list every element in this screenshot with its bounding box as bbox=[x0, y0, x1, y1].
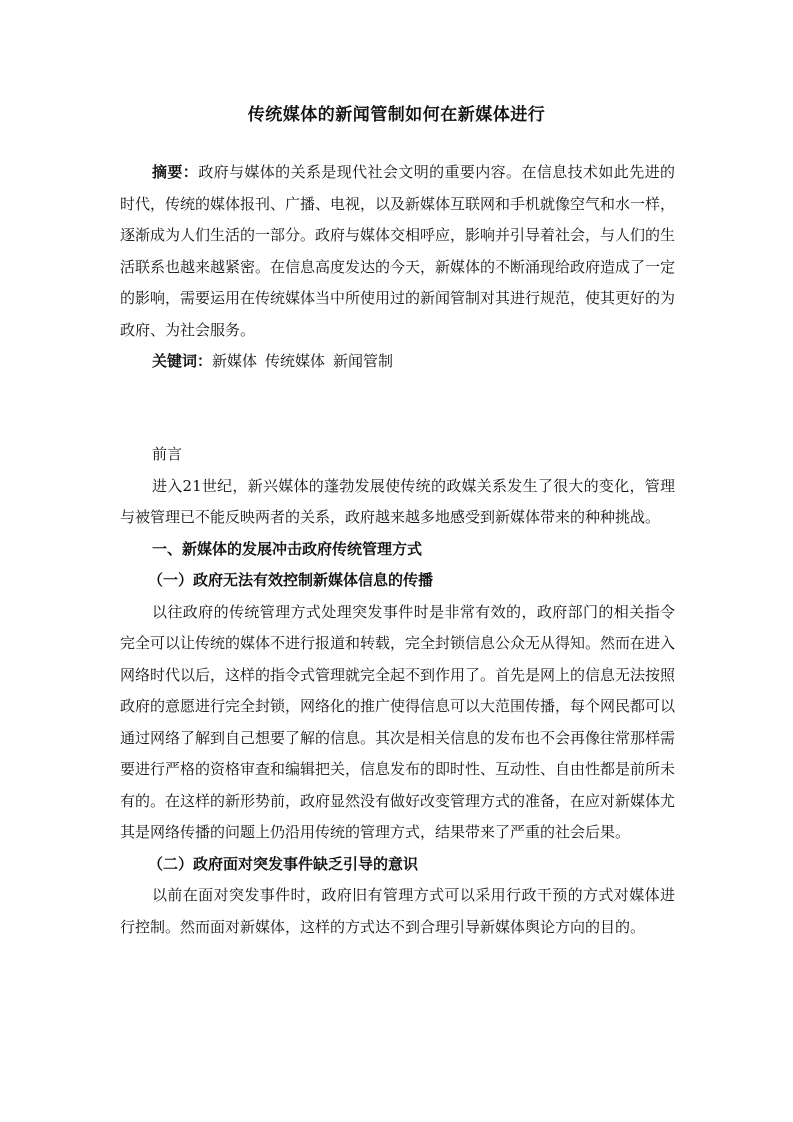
keywords-paragraph bbox=[120, 346, 675, 378]
keywords-label: 关键词： bbox=[152, 352, 213, 370]
keyword-item: 新闻管制 bbox=[333, 352, 394, 370]
keyword-item: 传统媒体 bbox=[265, 352, 326, 370]
document-title: 传统媒体的新闻管制如何在新媒体进行 bbox=[247, 105, 546, 125]
preface-paragraph: 进入21世纪，新兴媒体的蓬勃发展使传统的政媒关系发生了很大的变化，管理与被管理已不能反映两者的关系，政府越来越多地感受到新媒体带来的种种挑战。 bbox=[120, 476, 675, 526]
keyword-item: 新媒体 bbox=[212, 352, 258, 370]
section-1-2-heading: （二）政府面对突发事件缺乏引导的意识 bbox=[148, 854, 419, 873]
abstract-section bbox=[120, 157, 675, 378]
preface-heading: 前言 bbox=[152, 445, 183, 463]
abstract-text: 政府与媒体的关系是现代社会文明的重要内容。在信息技术如此先进的时代，传统的媒体报刊、广播、电视，以及新媒体互联网和手机就像空气和水一样，逐渐成为人们生活的一部分。政府与媒体交相呼应，影响并引导着社会，与人们的生活联系也越来越紧密。在信息高度发达的今天，新媒体的不断涌现给政府造成了一定的影响，需要运用在传统媒体当中所使用过的新闻管制对其进行规范，使其更好的为政府、为社会服务。 bbox=[120, 163, 676, 339]
section-1-heading: 一、新媒体的发展冲击政府传统管理方式 bbox=[152, 539, 423, 558]
section-1-1-paragraph: 以往政府的传统管理方式处理突发事件时是非常有效的，政府部门的相关指令完全可以让传统的媒体不进行报道和转载，完全封锁信息公众无从得知。然而在进入网络时代以后，这样的指令式管理就完全起不到作用了。首先是网上的信息无法按照政府的意愿进行完全封锁，网络化的推广使得信息可以大范围传播，每个网民都可以通过网络了解到自己想要了解的信息。其次是相关信息的发布也不会再像往常那样需要进行严格的资格审查和编辑把关，信息发布的即时性、互动性、自由性都是前所未有的。在这样的新形势前，政府显然没有做好改变管理方式的准备，在应对新媒体尤其是网络传播的问题上仍沿用传统的管理方式，结果带来了严重的社会后果。 bbox=[120, 602, 676, 841]
section-1-2-paragraph: 以前在面对突发事件时，政府旧有管理方式可以采用行政干预的方式对媒体进行控制。然而面对新媒体，这样的方式达不到合理引导新媒体舆论方向的目的。 bbox=[120, 886, 675, 936]
section-1-1-heading: （一）政府无法有效控制新媒体信息的传播 bbox=[148, 571, 434, 589]
abstract-paragraph bbox=[120, 157, 675, 346]
main-body bbox=[120, 439, 675, 943]
abstract-label: 摘要： bbox=[152, 163, 199, 181]
